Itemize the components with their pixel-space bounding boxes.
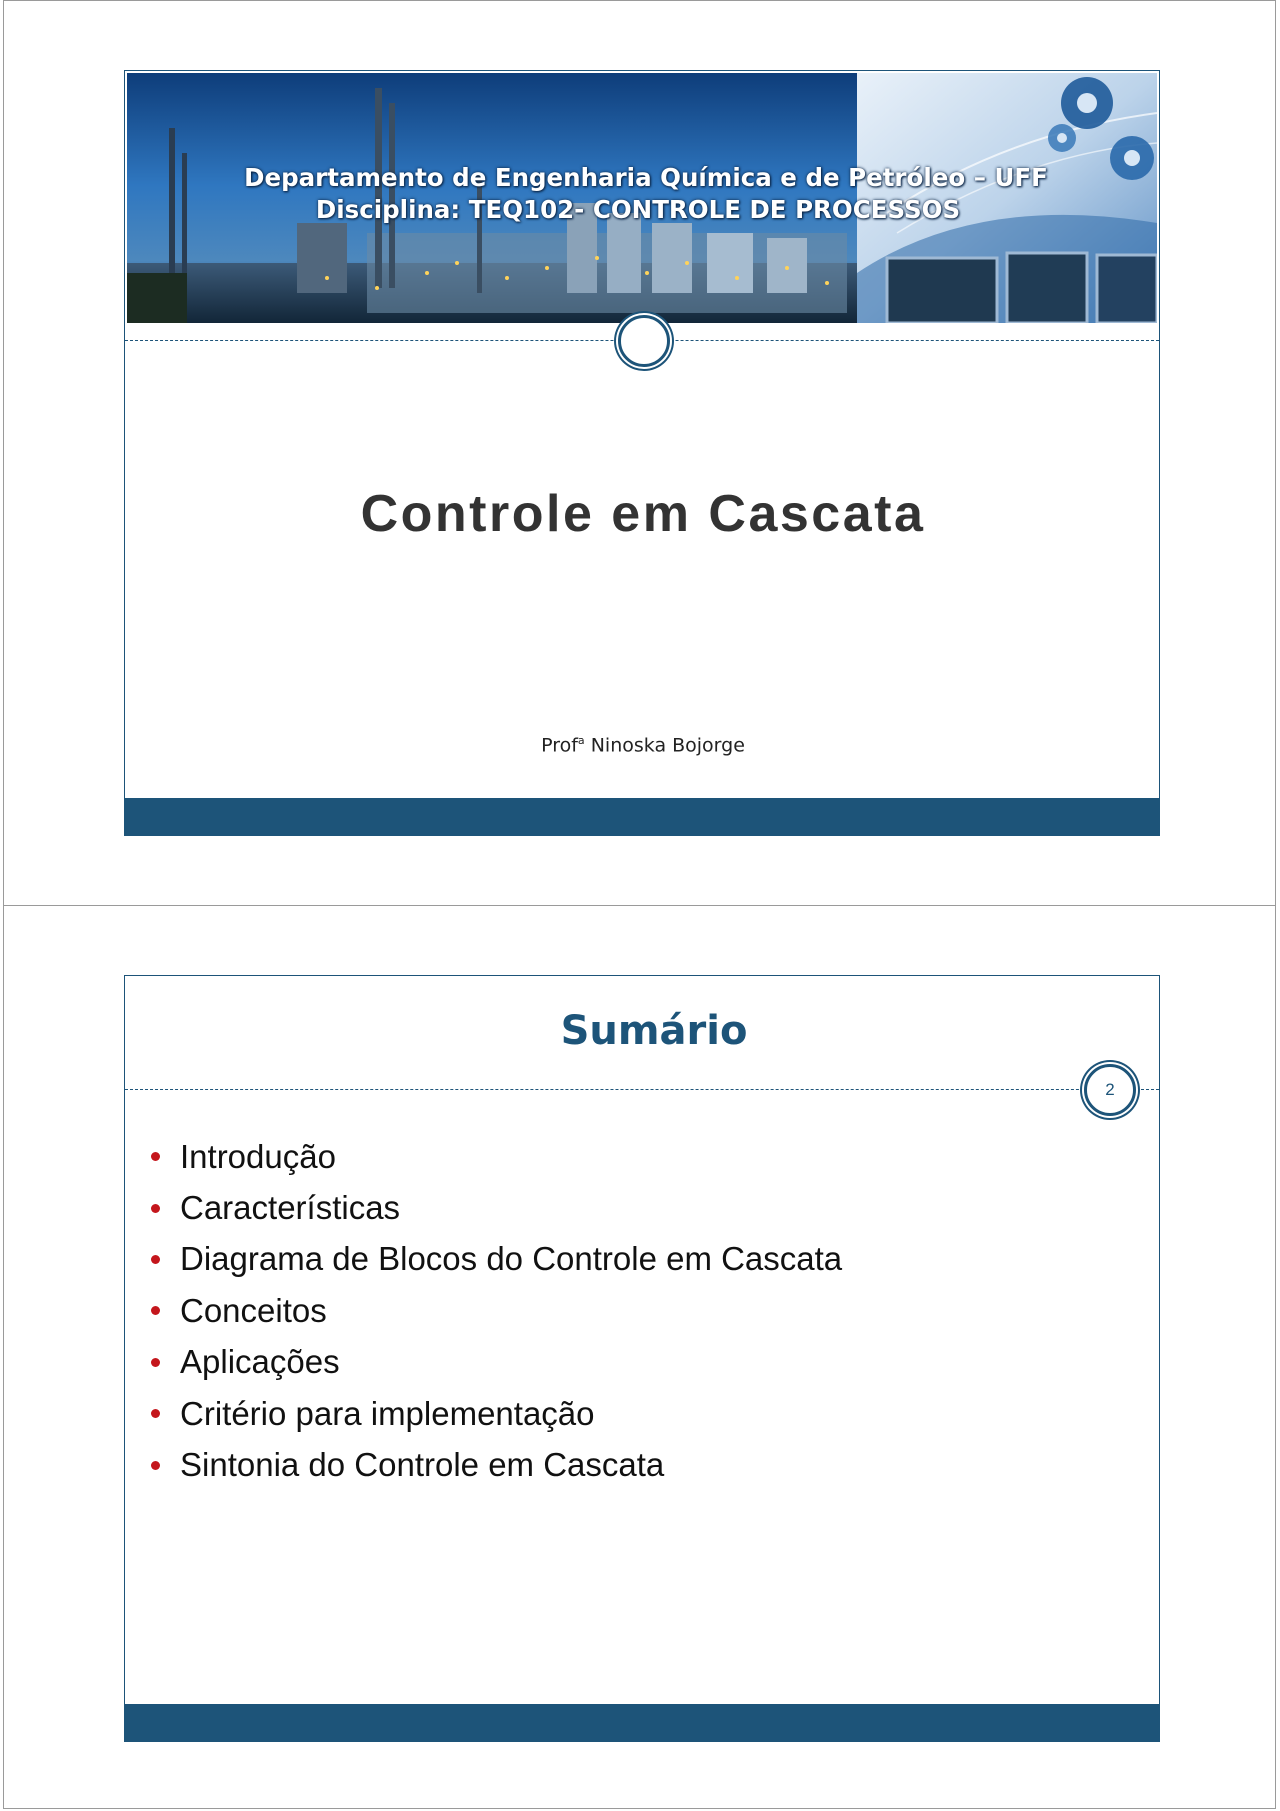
slide-ring-badge	[618, 315, 670, 367]
divider-line	[125, 1089, 1159, 1090]
list-item	[151, 1337, 842, 1388]
list-item-text: Aplicações	[180, 1343, 340, 1381]
bullet-icon	[151, 1152, 160, 1161]
list-item-text: Características	[180, 1189, 401, 1227]
author-name: Ninoska Bojorge	[584, 734, 745, 757]
title-slide	[124, 70, 1160, 836]
list-item	[151, 1131, 842, 1182]
list-item	[151, 1388, 842, 1439]
bullet-icon	[151, 1204, 160, 1213]
course-line: Disciplina: TEQ102- CONTROLE DE PROCESSOS	[315, 195, 961, 224]
list-item	[151, 1234, 842, 1285]
summary-title: Sumário	[560, 1008, 748, 1054]
footer-bar	[125, 1704, 1159, 1741]
footer-bar	[125, 798, 1159, 835]
author-prefix: Prof	[541, 734, 578, 757]
list-item	[151, 1182, 842, 1233]
list-item-text: Critério para implementação	[180, 1394, 595, 1432]
list-item	[151, 1285, 842, 1336]
slide-number-badge	[1084, 1064, 1136, 1116]
bullet-icon	[151, 1306, 160, 1315]
slide-number: 2	[1105, 1080, 1115, 1099]
summary-list	[151, 1131, 842, 1491]
page-1	[3, 0, 1276, 906]
list-item-text: Conceitos	[180, 1291, 327, 1329]
slide-title: Controle em Cascata	[360, 485, 926, 543]
list-item-text: Sintonia do Controle em Cascata	[180, 1446, 665, 1484]
bullet-icon	[151, 1461, 160, 1470]
list-item-text: Introdução	[180, 1137, 336, 1175]
header-banner	[127, 73, 1157, 323]
list-item	[151, 1439, 842, 1490]
bullet-icon	[151, 1409, 160, 1418]
author-superscript: a	[577, 734, 585, 747]
bullet-icon	[151, 1255, 160, 1264]
department-line: Departamento de Engenharia Química e de Petróleo – UFF	[244, 163, 1048, 192]
author-line	[125, 734, 1160, 756]
list-item-text: Diagrama de Blocos do Controle em Cascata	[180, 1240, 843, 1278]
page-2	[3, 905, 1276, 1809]
summary-slide	[124, 975, 1160, 1742]
bullet-icon	[151, 1358, 160, 1367]
